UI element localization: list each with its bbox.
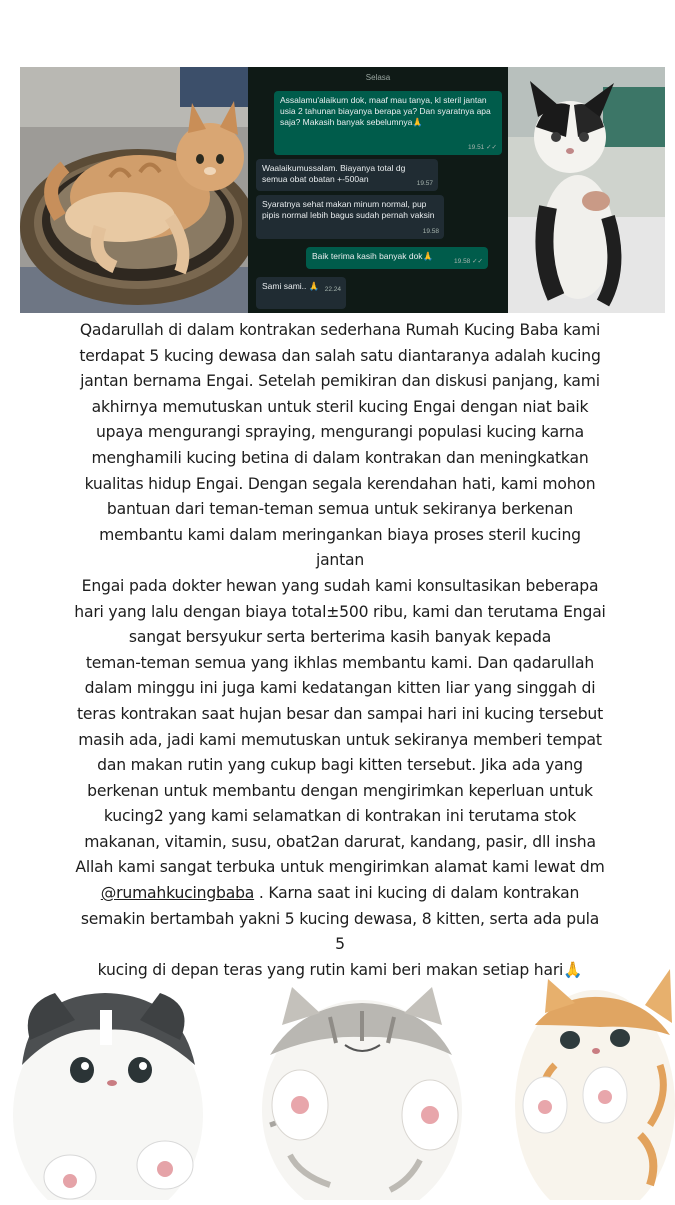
- kitten-illustration: [508, 67, 665, 313]
- kitten-photo: [508, 67, 665, 313]
- message-time: 19.57: [416, 180, 433, 187]
- grey-tabby-kitten-drawing: [262, 987, 462, 1200]
- story-body: Qadarullah di dalam kontrakan sederhana Rumah Kucing Baba kami terdapat 5 kucing dewasa dan salah satu diantaranya adalah kucing jantan bernama Engai. Setelah pemikiran dan diskusi panjang, kami akhirnya memutuskan untuk steril kucing Engai dengan niat baik upaya mengurangi spraying, mengurangi populasi kucing karna menghamili kucing betina di dalam kontrakan dan meningkatkan kualitas hidup Engai. Dengan segala kerendahan hati, kami mohon bantuan dari teman-teman semua untuk sekiranya berkenan membantu kami dalam meringankan biaya proses steril kucing jantan Engai pada dokter hewan yang sudah kami konsultasikan beberapa hari yang lalu dengan biaya total±500 ribu, kami dan terutama Engai sangat bersyukur serta berterima kasih banyak kepada teman-teman semua yang ikhlas membantu kami. Dan qadarullah dalam minggu ini juga kami kedatangan kitten liar yang singgah di teras kontrakan saat hujan besar dan sampai hari ini kucing tersebut masih ada, jadi kami memutuskan untuk sekiranya memberi tempat dan makan rutin yang cukup bagi kitten tersebut. Jika ada yang berkenan untuk membantu dengan mengirimkan keperluan untuk kucing2 yang kami selamatkan di kontrakan ini terutama stok makanan, vitamin, susu, obat2an darurat, kandang, pasir, dll insha Allah kami sangat terbuka untuk mengirimkan alamat kami lewat dm: [74, 321, 606, 877]
- chat-screenshot: [248, 67, 508, 313]
- chat-message-incoming: [256, 277, 346, 309]
- message-text: Syaratnya sehat makan minum normal, pup pipis normal lebih bagus sudah pernah vaksin: [262, 199, 435, 220]
- chat-day-label: Selasa: [365, 73, 391, 82]
- instagram-handle-link[interactable]: @rumahkucingbaba: [100, 884, 255, 903]
- message-time: 19.51 ✓✓: [468, 144, 497, 151]
- message-text: Waalaikumussalam. Biayanya total dg semua obat obatan +-500an: [262, 163, 406, 184]
- orange-tabby-kitten-drawing: [515, 969, 675, 1200]
- top-collage: [20, 67, 665, 313]
- story-body-end: . Karna saat ini kucing di dalam kontrakan semakin bertambah yakni 5 kucing dewasa, 8 kitten, serta ada pula 5 kucing di depan teras yang rutin kami beri makan setiap hari🙏: [80, 884, 600, 979]
- bw-kitten-drawing: [13, 993, 203, 1200]
- three-kittens-icon: [0, 965, 675, 1200]
- message-text: Sami sami.. 🙏: [262, 281, 320, 291]
- message-text: Baik terima kasih banyak dok🙏: [312, 251, 434, 261]
- message-time: 19.58 ✓✓: [454, 258, 483, 265]
- message-text: Assalamu'alaikum dok, maaf mau tanya, kl steril jantan usia 2 tahunan biayanya berapa ya? Dan syaratnya apa saja? Makasih banyak sebelumnya🙏: [280, 95, 491, 127]
- message-time: 22.24: [324, 286, 341, 293]
- chat-message-outgoing: [306, 247, 488, 269]
- orange-cat-illustration: [20, 67, 248, 313]
- orange-cat-photo: [20, 67, 248, 313]
- chat-message-incoming: [256, 195, 444, 239]
- story-text: [74, 318, 606, 983]
- kittens-illustration: [0, 965, 675, 1200]
- message-time: 19.58: [422, 228, 439, 235]
- chat-message-incoming: [256, 159, 438, 191]
- chat-message-outgoing: [274, 91, 502, 155]
